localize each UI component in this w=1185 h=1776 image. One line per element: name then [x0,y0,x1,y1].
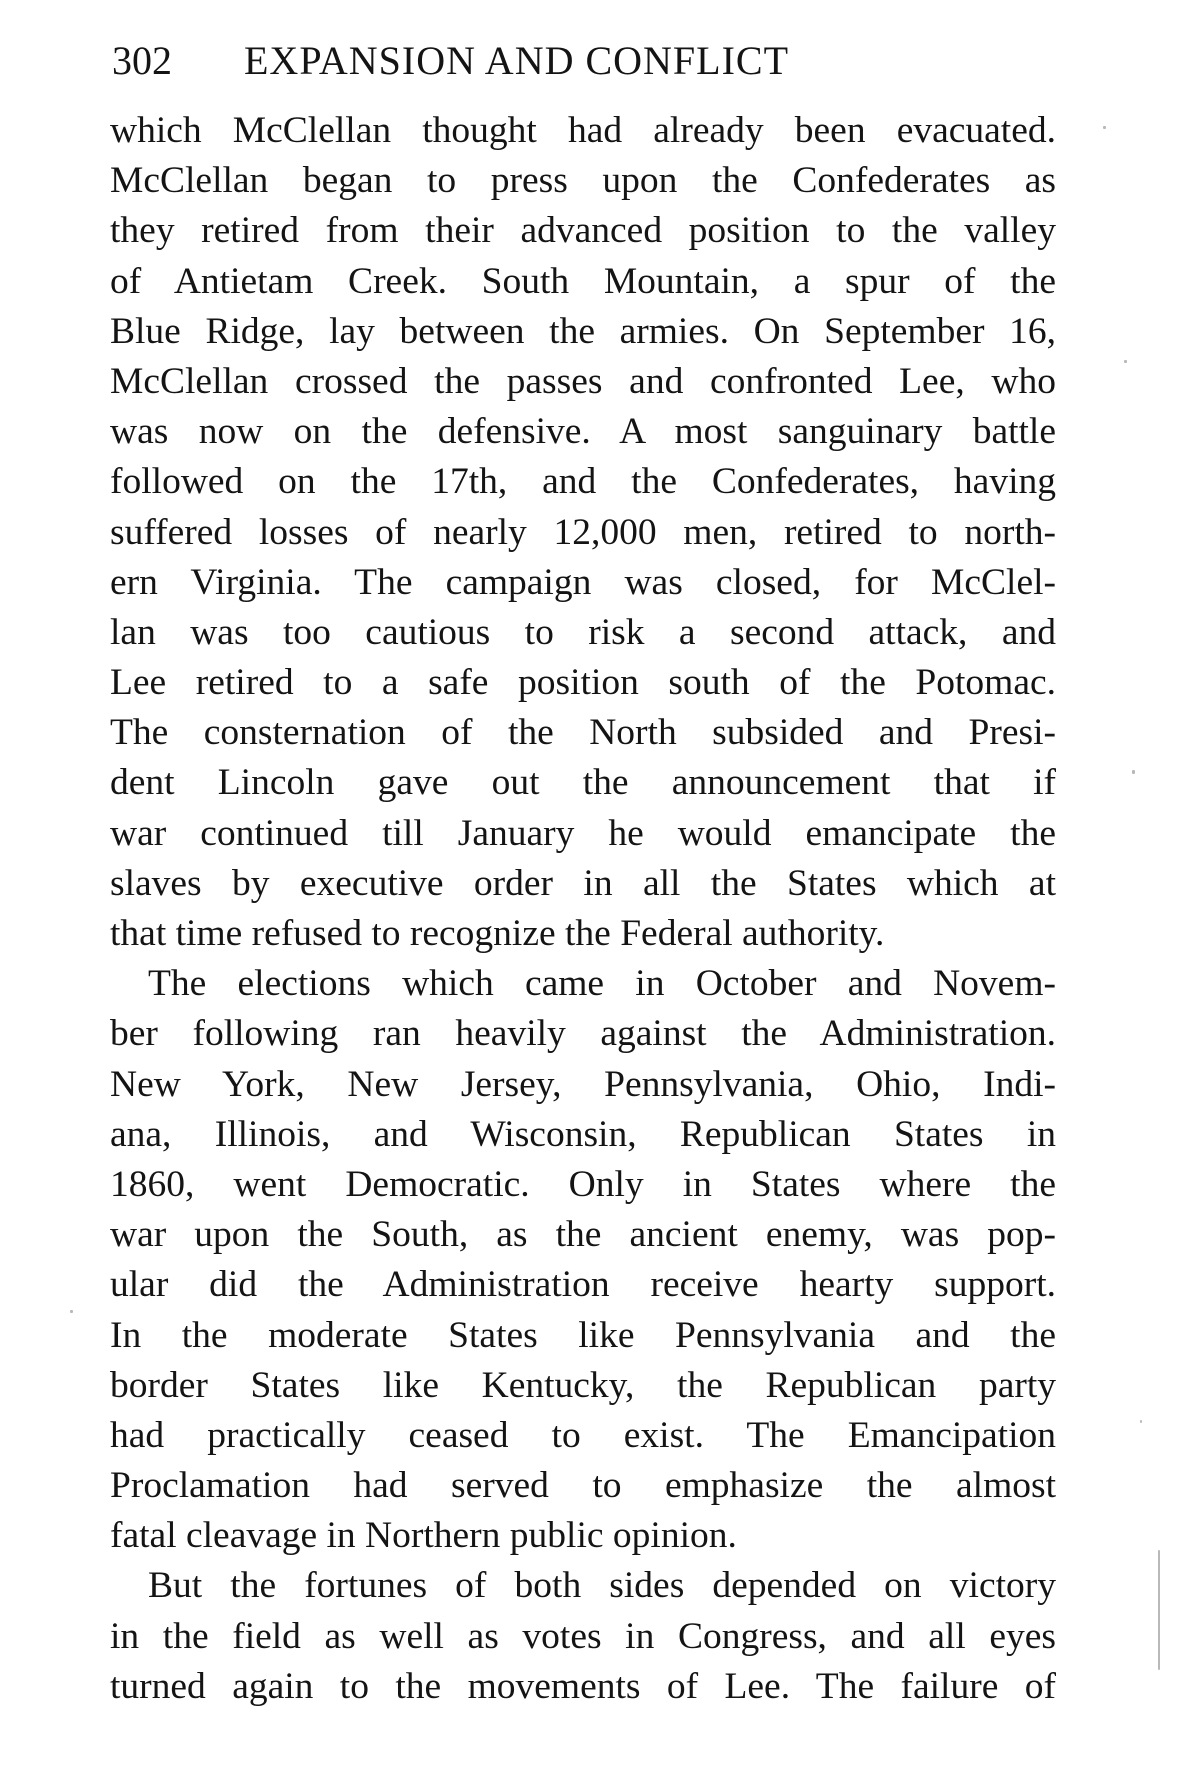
text-line: Proclamation had served to emphasize the almost [110,1465,1056,1507]
text-line: The consternation of the North subsided and Presi- [110,712,1056,754]
paragraph-2 [110,959,1056,1561]
text-line: had practically ceased to exist. The Emancipation [110,1414,1056,1456]
text-line: McClellan crossed the passes and confronted Lee, who [110,360,1056,402]
paragraph-1 [110,106,1056,959]
running-head [112,36,932,86]
text-line: ber following ran heavily against the Administration. [110,1013,1056,1055]
scan-speck [1103,126,1106,129]
text-line: suffered losses of nearly 12,000 men, retired to north- [110,511,1056,553]
scan-speck [1140,1420,1142,1423]
text-line: McClellan began to press upon the Confederates as [110,160,1056,202]
text-line: New York, New Jersey, Pennsylvania, Ohio, Indi- [110,1063,1056,1105]
text-line: fatal cleavage in Northern public opinion. [110,1515,737,1557]
text-line: 1860, went Democratic. Only in States where the [110,1163,1056,1205]
text-line: Blue Ridge, lay between the armies. On September 16, [110,310,1056,352]
text-line: The elections which came in October and Novem- [148,963,1056,1005]
text-line: Lee retired to a safe position south of the Potomac. [110,662,1056,704]
running-title: EXPANSION AND CONFLICT [244,38,790,83]
scan-speck [70,1310,73,1313]
text-line: which McClellan thought had already been evacuated. [110,110,1056,151]
text-line: border States like Kentucky, the Republican party [110,1364,1056,1406]
scan-speck [1124,360,1127,363]
text-line: war upon the South, as the ancient enemy, was pop- [110,1214,1056,1256]
page-number: 302 [112,38,172,83]
text-line: ana, Illinois, and Wisconsin, Republican States in [110,1113,1056,1155]
text-line: of Antietam Creek. South Mountain, a spur of the [110,260,1056,302]
text-line: they retired from their advanced position to the valley [110,210,1056,252]
text-line: turned again to the movements of Lee. The failure of [110,1665,1056,1707]
text-line: In the moderate States like Pennsylvania and the [110,1314,1056,1356]
scan-speck [1158,1550,1160,1670]
text-line: dent Lincoln gave out the announcement that if [110,762,1056,804]
text-line: in the field as well as votes in Congress, and all eyes [110,1615,1056,1657]
text-line: that time refused to recognize the Federal authority. [110,913,885,954]
text-line: ern Virginia. The campaign was closed, for McClel- [110,561,1056,603]
scan-speck [1132,770,1135,774]
text-line: ular did the Administration receive hearty support. [110,1264,1056,1306]
body-text [110,106,1056,1712]
text-line: slaves by executive order in all the States which at [110,862,1056,904]
text-line: But the fortunes of both sides depended on victory [148,1565,1056,1607]
text-line: was now on the defensive. A most sanguinary battle [110,411,1056,453]
text-line: lan was too cautious to risk a second attack, and [110,611,1056,653]
paragraph-3 [110,1561,1056,1712]
text-line: followed on the 17th, and the Confederates, having [110,461,1056,503]
text-line: war continued till January he would emancipate the [110,812,1056,854]
